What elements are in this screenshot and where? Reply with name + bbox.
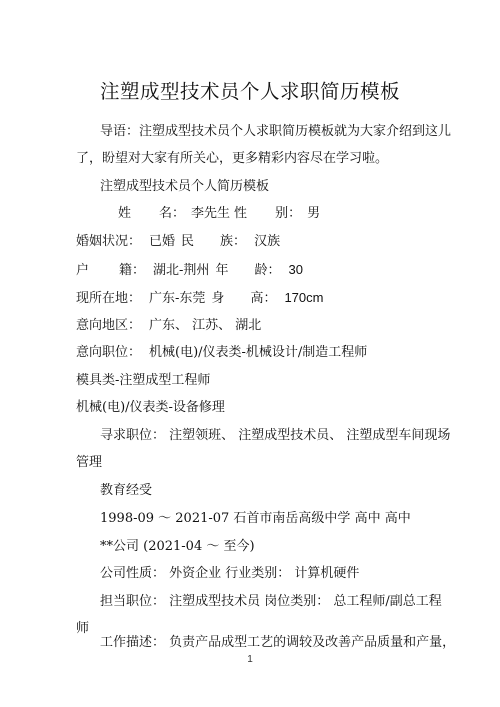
ethnic-label-2: 族： xyxy=(220,234,247,249)
location-label: 现所在地： xyxy=(76,291,142,306)
seek-line-2: 管理 xyxy=(76,455,103,470)
region-row xyxy=(76,317,261,335)
page-title: 注塑成型技术员个人求职简历模板 xyxy=(99,80,400,103)
hukou-value: 湖北-荆州 xyxy=(153,263,210,278)
education-heading: 教育经受 xyxy=(100,483,153,498)
intent-row xyxy=(76,344,367,362)
intent-value: 机械(电)/仪表类-机械设计/制造工程师 xyxy=(149,345,368,360)
work-position-line-1: 担当职位： 注塑成型技术员 岗位类别： 总工程师/副总工程 xyxy=(100,594,442,609)
intro-line-1: 导语：注塑成型技术员个人求职简历模板就为大家介绍到这儿 xyxy=(100,124,452,139)
height-label-2: 高： xyxy=(250,291,277,306)
location-height-row xyxy=(76,289,323,308)
name-value: 李先生 xyxy=(191,206,231,221)
page-number: 1 xyxy=(247,654,253,665)
ethnic-label-1: 民 xyxy=(181,234,195,249)
age-value: 30 xyxy=(288,262,303,277)
gender-label-2: 别： xyxy=(275,206,302,221)
subtitle: 注塑成型技术员个人简历模板 xyxy=(100,179,270,194)
height-value: 170cm xyxy=(284,290,324,305)
height-label-1: 身 xyxy=(211,291,225,306)
region-value: 广东、 江苏、 湖北 xyxy=(149,318,262,333)
work-nature-line: 公司性质： 外资企业 行业类别： 计算机硬件 xyxy=(100,566,360,581)
education-line: 1998-09 ～ 2021-07 石首市南岳高级中学 高中 高中 xyxy=(100,511,411,526)
intent-line-2: 模具类-注塑成型工程师 xyxy=(76,373,211,388)
work-desc-line: 工作描述： 负责产品成型工艺的调较及改善产品质量和产量， xyxy=(100,635,456,650)
ethnic-value: 汉族 xyxy=(254,234,281,249)
work-company: **公司 (2021-04 ～ 至今) xyxy=(100,539,255,554)
marital-value: 已婚 xyxy=(149,234,176,249)
marital-ethnic-row xyxy=(76,233,280,251)
name-gender-row xyxy=(118,205,320,223)
seek-line-1: 寻求职位： 注塑领班、 注塑成型技术员、 注塑成型车间现场 xyxy=(100,428,451,443)
age-label-2: 龄： xyxy=(254,263,281,278)
gender-label-1: 性 xyxy=(234,206,248,221)
gender-value: 男 xyxy=(307,206,321,221)
location-value: 广东-东莞 xyxy=(149,291,206,306)
intent-line-3: 机械(电)/仪表类-设备修理 xyxy=(76,400,225,415)
name-label-1: 姓 xyxy=(118,206,132,221)
region-label: 意向地区： xyxy=(76,318,142,333)
hukou-label-2: 籍： xyxy=(119,263,146,278)
intent-label: 意向职位： xyxy=(76,345,142,360)
work-position-line-2: 师 xyxy=(76,621,90,636)
intro-line-2: 了，盼望对大家有所关心，更多精彩内容尽在学习啦。 xyxy=(76,151,389,166)
age-label-1: 年 xyxy=(215,263,229,278)
marital-label: 婚姻状况： xyxy=(76,234,142,249)
hukou-label-1: 户 xyxy=(76,263,90,278)
hukou-age-row xyxy=(76,261,303,280)
name-label-2: 名： xyxy=(159,206,186,221)
